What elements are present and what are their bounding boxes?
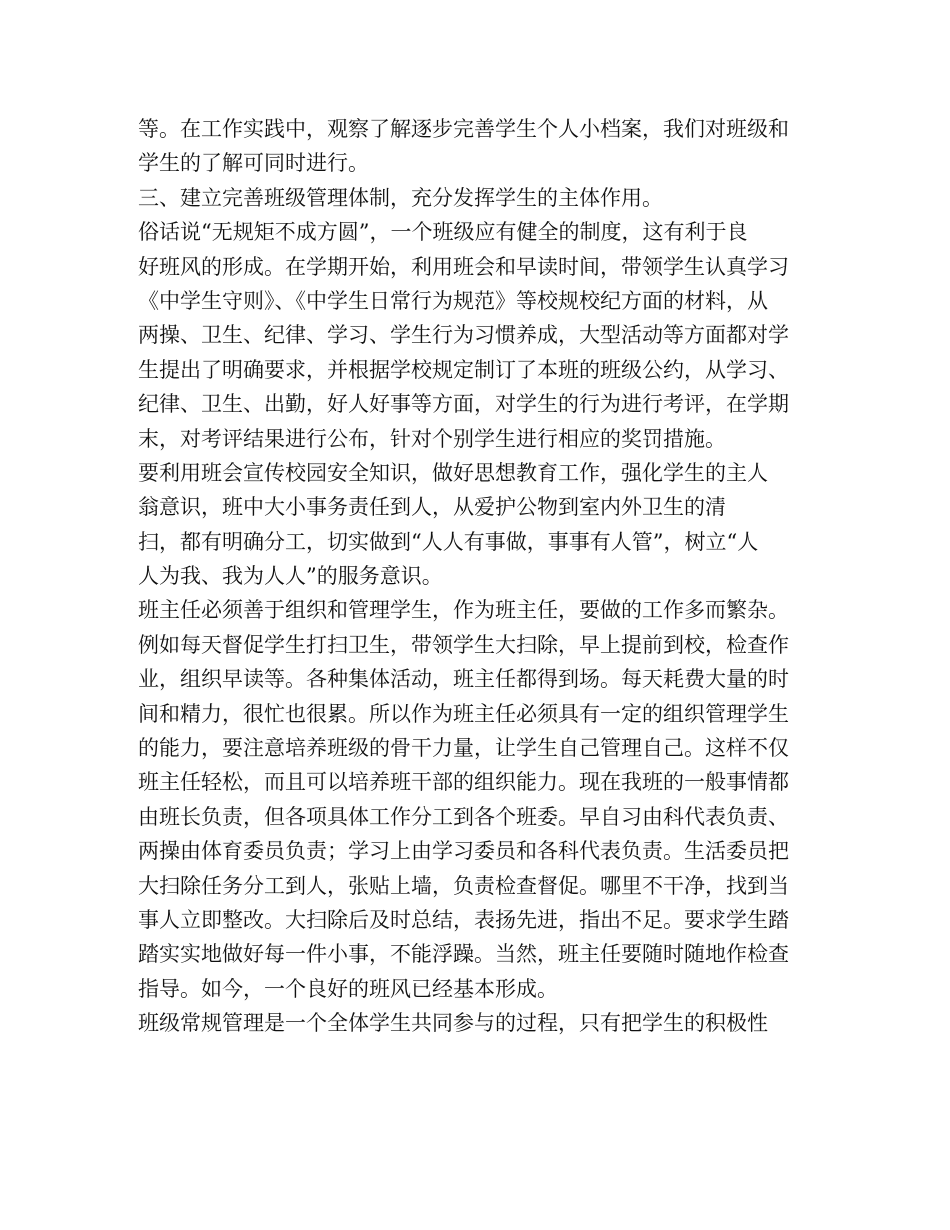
text-line: 由班长负责，但各项具体工作分工到各个班委。早自习由科代表负责、 xyxy=(138,804,789,829)
text-line: 等。在工作实践中，观察了解逐步完善学生个人小档案，我们对班级和 xyxy=(138,117,789,141)
text-line: 大扫除任务分工到人，张贴上墙，负责检查督促。哪里不干净，找到当 xyxy=(138,873,789,898)
text-line: 业，组织早读等。各种集体活动，班主任都得到场。每天耗费大量的时 xyxy=(138,667,789,692)
text-line: 两操、卫生、纪律、学习、学生行为习惯养成，大型活动等方面都对学 xyxy=(138,323,789,348)
text-line: 的能力，要注意培养班级的骨干力量，让学生自己管理自己。这样不仅 xyxy=(138,736,789,761)
text-line: 三、建立完善班级管理体制，充分发挥学生的主体作用。 xyxy=(138,185,663,210)
text-line: 《中学生守则》、《中学生日常行为规范》等校规校纪方面的材料，从 xyxy=(138,288,768,313)
text-line: 人为我、我为人人”的服务意识。 xyxy=(138,564,443,589)
text-line: 例如每天督促学生打扫卫生，带领学生大扫除，早上提前到校，检查作 xyxy=(138,632,789,657)
text-line: 好班风的形成。在学期开始，利用班会和早读时间，带领学生认真学习 xyxy=(138,254,789,279)
text-line: 事人立即整改。大扫除后及时总结，表扬先进，指出不足。要求学生踏 xyxy=(138,907,789,932)
text-line: 指导。如今，一个良好的班风已经基本形成。 xyxy=(138,976,558,1001)
text-line: 要利用班会宣传校园安全知识，做好思想教育工作，强化学生的主人 xyxy=(138,460,768,485)
document-body xyxy=(138,112,828,1041)
text-line: 纪律、卫生、出勤，好人好事等方面，对学生的行为进行考评，在学期 xyxy=(138,392,789,417)
text-line: 学生的了解可同时进行。 xyxy=(138,151,369,176)
text-line: 间和精力，很忙也很累。所以作为班主任必须具有一定的组织管理学生 xyxy=(138,701,789,726)
text-line: 班主任轻松，而且可以培养班干部的组织能力。现在我班的一般事情都 xyxy=(138,770,789,795)
text-line: 两操由体育委员负责；学习上由学习委员和各科代表负责。生活委员把 xyxy=(138,839,789,864)
text-line: 踏实实地做好每一件小事，不能浮躁。当然，班主任要随时随地作检查 xyxy=(138,942,789,967)
text-line: 班级常规管理是一个全体学生共同参与的过程，只有把学生的积极性 xyxy=(138,1011,768,1036)
text-line: 班主任必须善于组织和管理学生，作为班主任，要做的工作多而繁杂。 xyxy=(138,598,789,623)
text-line: 末，对考评结果进行公布，针对个别学生进行相应的奖罚措施。 xyxy=(138,426,726,451)
text-line: 俗话说“无规矩不成方圆”，一个班级应有健全的制度，这有利于良 xyxy=(138,220,748,245)
text-line: 生提出了明确要求，并根据学校规定制订了本班的班级公约，从学习、 xyxy=(138,357,789,382)
text-line: 扫，都有明确分工，切实做到“人人有事做，事事有人管”，树立“人 xyxy=(138,529,759,554)
text-line: 翁意识，班中大小事务责任到人，从爱护公物到室内外卫生的清 xyxy=(138,495,726,520)
